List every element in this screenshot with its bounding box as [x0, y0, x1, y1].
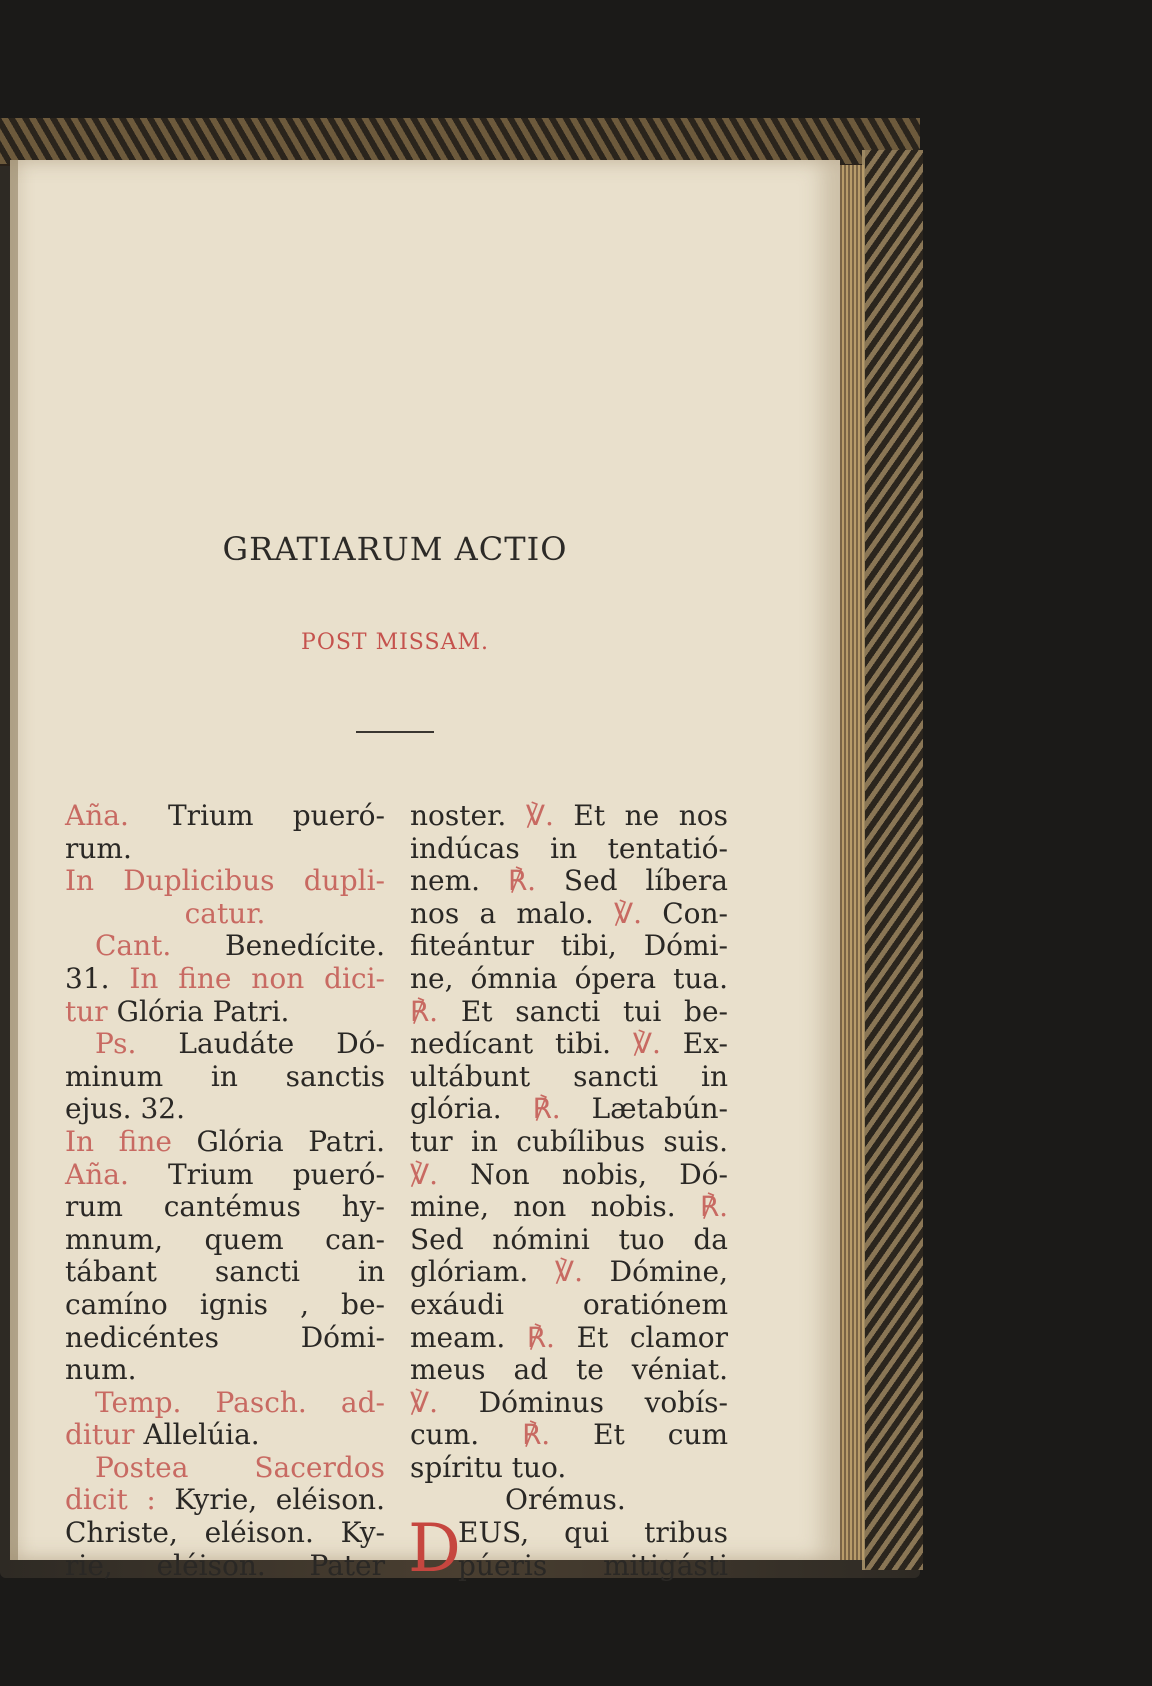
drop-cap-line-2-text: púeris mitigásti: [458, 1548, 728, 1582]
right-line: [410, 1224, 728, 1257]
left-line: [65, 800, 385, 833]
body-text: nedícant tibi.: [410, 1027, 633, 1061]
rubric-text: ℣.: [632, 1027, 661, 1061]
right-line: [410, 1191, 728, 1224]
left-line: [65, 1093, 385, 1126]
body-text: Et cum: [550, 1418, 728, 1452]
right-line: [410, 800, 728, 833]
body-text: tábant sancti in: [65, 1255, 385, 1289]
body-text: Sed líbera: [536, 864, 728, 898]
left-line: [65, 996, 385, 1029]
right-line: [410, 898, 728, 931]
gutter-shadow: [10, 160, 18, 1560]
body-text: Trium pueró-: [128, 1157, 385, 1191]
body-text: ultábunt sancti in: [410, 1059, 728, 1093]
body-text: Ex-: [660, 1027, 728, 1061]
body-text: rie, eléison. Pater: [65, 1548, 385, 1582]
body-text: Et clamor: [554, 1320, 728, 1354]
body-text: glóriam.: [410, 1255, 555, 1289]
rubric-text: ℣.: [613, 896, 643, 930]
body-text: Dómine,: [582, 1255, 728, 1289]
right-line: [410, 1289, 728, 1322]
body-text: Et sancti tui be-: [438, 994, 728, 1028]
body-text: mine, non nobis.: [410, 1190, 700, 1224]
left-line: [65, 1256, 385, 1289]
gilt-fore-edge: [862, 150, 923, 1570]
right-line: [410, 1028, 728, 1061]
right-line: [410, 1387, 728, 1420]
body-text: Kyrie, eléison.: [155, 1483, 385, 1517]
left-line: [65, 963, 385, 996]
rubric-text: ℣.: [554, 1255, 583, 1289]
gilt-top-edge: [0, 118, 920, 166]
right-text-column: [408, 799, 728, 1588]
right-line: [410, 1354, 728, 1387]
body-text: num.: [65, 1353, 137, 1387]
page-title: GRATIARUM ACTIO: [222, 530, 568, 568]
left-line: [65, 833, 385, 866]
body-text: Dóminus vobís-: [438, 1385, 728, 1419]
body-text: Allelúia.: [134, 1418, 260, 1452]
body-text: rum.: [65, 831, 132, 865]
drop-cap-line-2: [410, 1550, 728, 1583]
left-line: [65, 1159, 385, 1192]
rubric-text: ℣.: [410, 1385, 439, 1419]
rubric-text: tur: [65, 994, 108, 1028]
body-text: ejus. 32.: [65, 1092, 185, 1126]
drop-cap-line-1-text: EUS, qui tribus: [458, 1516, 728, 1550]
body-text: Trium pueró-: [128, 799, 385, 832]
rubric-text: ℟.: [507, 864, 537, 898]
body-text: nedicéntes Dómi-: [65, 1320, 385, 1354]
body-text: cum.: [410, 1418, 523, 1452]
left-line: [65, 930, 385, 963]
rubric-text: In Duplicibus dupli-: [65, 864, 385, 898]
body-text: Orémus.: [505, 1483, 626, 1517]
left-line: [65, 1126, 385, 1159]
right-line: [410, 996, 728, 1029]
rubric-text: ditur: [65, 1418, 135, 1452]
body-text: indúcas in tentatió-: [410, 831, 728, 865]
left-line: [65, 1484, 385, 1517]
left-line: [65, 1322, 385, 1355]
rubric-text: catur.: [184, 896, 266, 930]
rubric-text: ℣.: [410, 1157, 439, 1191]
body-text: fiteántur tibi, Dómi-: [410, 929, 728, 963]
title-rule: [356, 731, 434, 733]
left-line: [65, 1354, 385, 1387]
rubric-text: Postea Sacerdos: [95, 1450, 385, 1484]
body-text: glória.: [410, 1092, 533, 1126]
body-text: Christe, eléison. Ky-: [65, 1516, 385, 1550]
drop-cap-letter: D: [408, 1510, 461, 1588]
left-line: [65, 898, 385, 931]
left-line: [65, 1224, 385, 1257]
body-text: Glória Patri.: [107, 994, 290, 1028]
body-text: ne, ómnia ópera tua.: [410, 961, 728, 995]
left-line: [65, 1419, 385, 1452]
rubric-text: ℣.: [525, 799, 554, 832]
rubric-text: ℟.: [699, 1190, 728, 1224]
body-text: Con-: [642, 896, 728, 930]
body-text: tur in cubílibus suis.: [410, 1124, 728, 1158]
page-subtitle: POST MISSAM.: [301, 630, 489, 655]
body-text: spíritu tuo.: [410, 1450, 567, 1484]
rubric-text: Aña.: [65, 799, 129, 832]
body-text: Glória Patri.: [171, 1124, 385, 1158]
rubric-text: ℟.: [532, 1092, 561, 1126]
body-text: nos a malo.: [410, 896, 614, 930]
left-line: [65, 1517, 385, 1550]
body-text: Laudáte Dó-: [136, 1027, 385, 1061]
right-line: [410, 1061, 728, 1094]
left-line: [65, 865, 385, 898]
right-line: [410, 963, 728, 996]
body-text: Lætabún-: [560, 1092, 728, 1126]
body-text: Benedícite.: [171, 929, 385, 963]
right-line: [410, 833, 728, 866]
right-line: [410, 1256, 728, 1289]
right-line: [410, 1093, 728, 1126]
left-line: [65, 1452, 385, 1485]
rubric-text: In fine non dici-: [109, 961, 385, 995]
left-text-column: [65, 800, 385, 1582]
left-line: [65, 1061, 385, 1094]
left-line: [65, 1028, 385, 1061]
body-text: exáudi oratiónem: [410, 1287, 728, 1321]
body-text: meus ad te véniat.: [410, 1353, 728, 1387]
body-text: mnum, quem can-: [65, 1222, 385, 1256]
right-line: [410, 1452, 728, 1485]
body-text: Non nobis, Dó-: [438, 1157, 728, 1191]
rubric-text: Temp. Pasch. ad-: [95, 1385, 385, 1419]
body-text: rum cantémus hy-: [65, 1190, 385, 1224]
body-text: meam.: [410, 1320, 527, 1354]
rubric-text: ℟.: [410, 994, 439, 1028]
rubric-text: Cant.: [95, 929, 172, 963]
body-text: Sed nómini tuo da: [410, 1222, 728, 1256]
body-text: minum in sanctis: [65, 1059, 385, 1093]
right-line: [410, 1419, 728, 1452]
right-line: [410, 930, 728, 963]
body-text: noster.: [410, 799, 526, 832]
body-text: 31.: [65, 961, 110, 995]
rubric-text: ℟.: [526, 1320, 555, 1354]
left-line: [65, 1387, 385, 1420]
rubric-text: Aña.: [65, 1157, 129, 1191]
right-line: [410, 1159, 728, 1192]
left-line: [65, 1191, 385, 1224]
left-line: [65, 1289, 385, 1322]
body-text: Et ne nos: [553, 799, 728, 832]
book-page: [10, 160, 840, 1588]
body-text: nem.: [410, 864, 508, 898]
rubric-text: ℟.: [522, 1418, 551, 1452]
right-line: [410, 1126, 728, 1159]
body-text: camíno ignis , be-: [65, 1287, 385, 1321]
rubric-text: Ps.: [95, 1027, 137, 1061]
rubric-text: dicit :: [65, 1483, 156, 1517]
left-line: [65, 1550, 385, 1583]
rubric-text: In fine: [65, 1124, 172, 1158]
right-line: [410, 865, 728, 898]
right-line: [410, 1322, 728, 1355]
right-column-lines: [410, 800, 728, 1517]
